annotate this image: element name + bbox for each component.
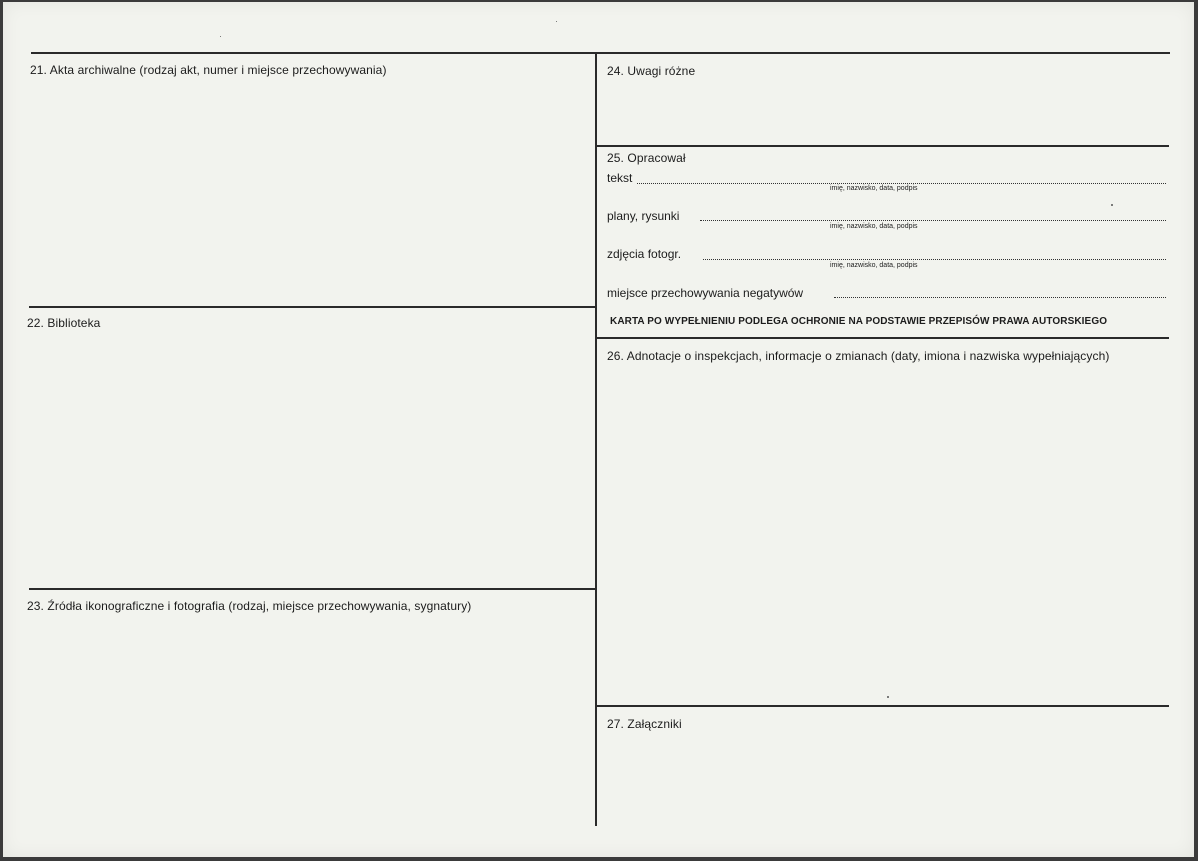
field-negatywy-label: miejsce przechowywania negatywów	[607, 286, 804, 300]
rule-left-22-23	[29, 588, 595, 590]
rule-left-21-22	[29, 306, 595, 308]
copyright-notice: KARTA PO WYPEŁNIENIU PODLEGA OCHRONIE NA PODSTAWIE PRZEPISÓW PRAWA AUTORSKIEGO	[610, 316, 1108, 327]
field-zdjecia-line[interactable]	[703, 259, 1166, 260]
field-plany-line[interactable]	[700, 220, 1166, 221]
paper-speck	[220, 36, 221, 37]
field-tekst-hint: imię, nazwisko, data, podpis	[830, 185, 918, 192]
paper-speck	[1111, 204, 1113, 206]
field-zdjecia-hint: imię, nazwisko, data, podpis	[830, 262, 918, 269]
section-23-label: 23. Źródła ikonograficzne i fotografia (rodzaj, miejsce przechowywania, sygnatury)	[27, 599, 472, 613]
top-rule	[31, 52, 1170, 54]
field-negatywy-line[interactable]	[834, 297, 1166, 298]
paper-speck	[556, 21, 557, 22]
field-zdjecia-label: zdjęcia fotogr.	[607, 247, 682, 261]
section-26-label: 26. Adnotacje o inspekcjach, informacje o zmianach (daty, imiona i nazwiska wypełniających)	[607, 349, 1110, 363]
field-plany-label: plany, rysunki	[607, 209, 680, 223]
rule-right-26-27	[597, 705, 1169, 707]
field-tekst-line[interactable]	[637, 183, 1166, 184]
section-25-label: 25. Opracował	[607, 151, 686, 165]
paper-speck	[887, 696, 889, 698]
section-27-label: 27. Załączniki	[607, 717, 682, 731]
center-divider	[595, 54, 597, 826]
section-24-label: 24. Uwagi różne	[607, 64, 696, 78]
field-tekst-label: tekst	[607, 171, 633, 185]
rule-right-25-26	[597, 337, 1169, 339]
section-21-label: 21. Akta archiwalne (rodzaj akt, numer i miejsce przechowywania)	[30, 63, 387, 77]
section-22-label: 22. Biblioteka	[27, 316, 101, 330]
form-sheet	[3, 2, 1194, 857]
rule-right-24-25	[597, 145, 1169, 147]
field-plany-hint: imię, nazwisko, data, podpis	[830, 223, 918, 230]
